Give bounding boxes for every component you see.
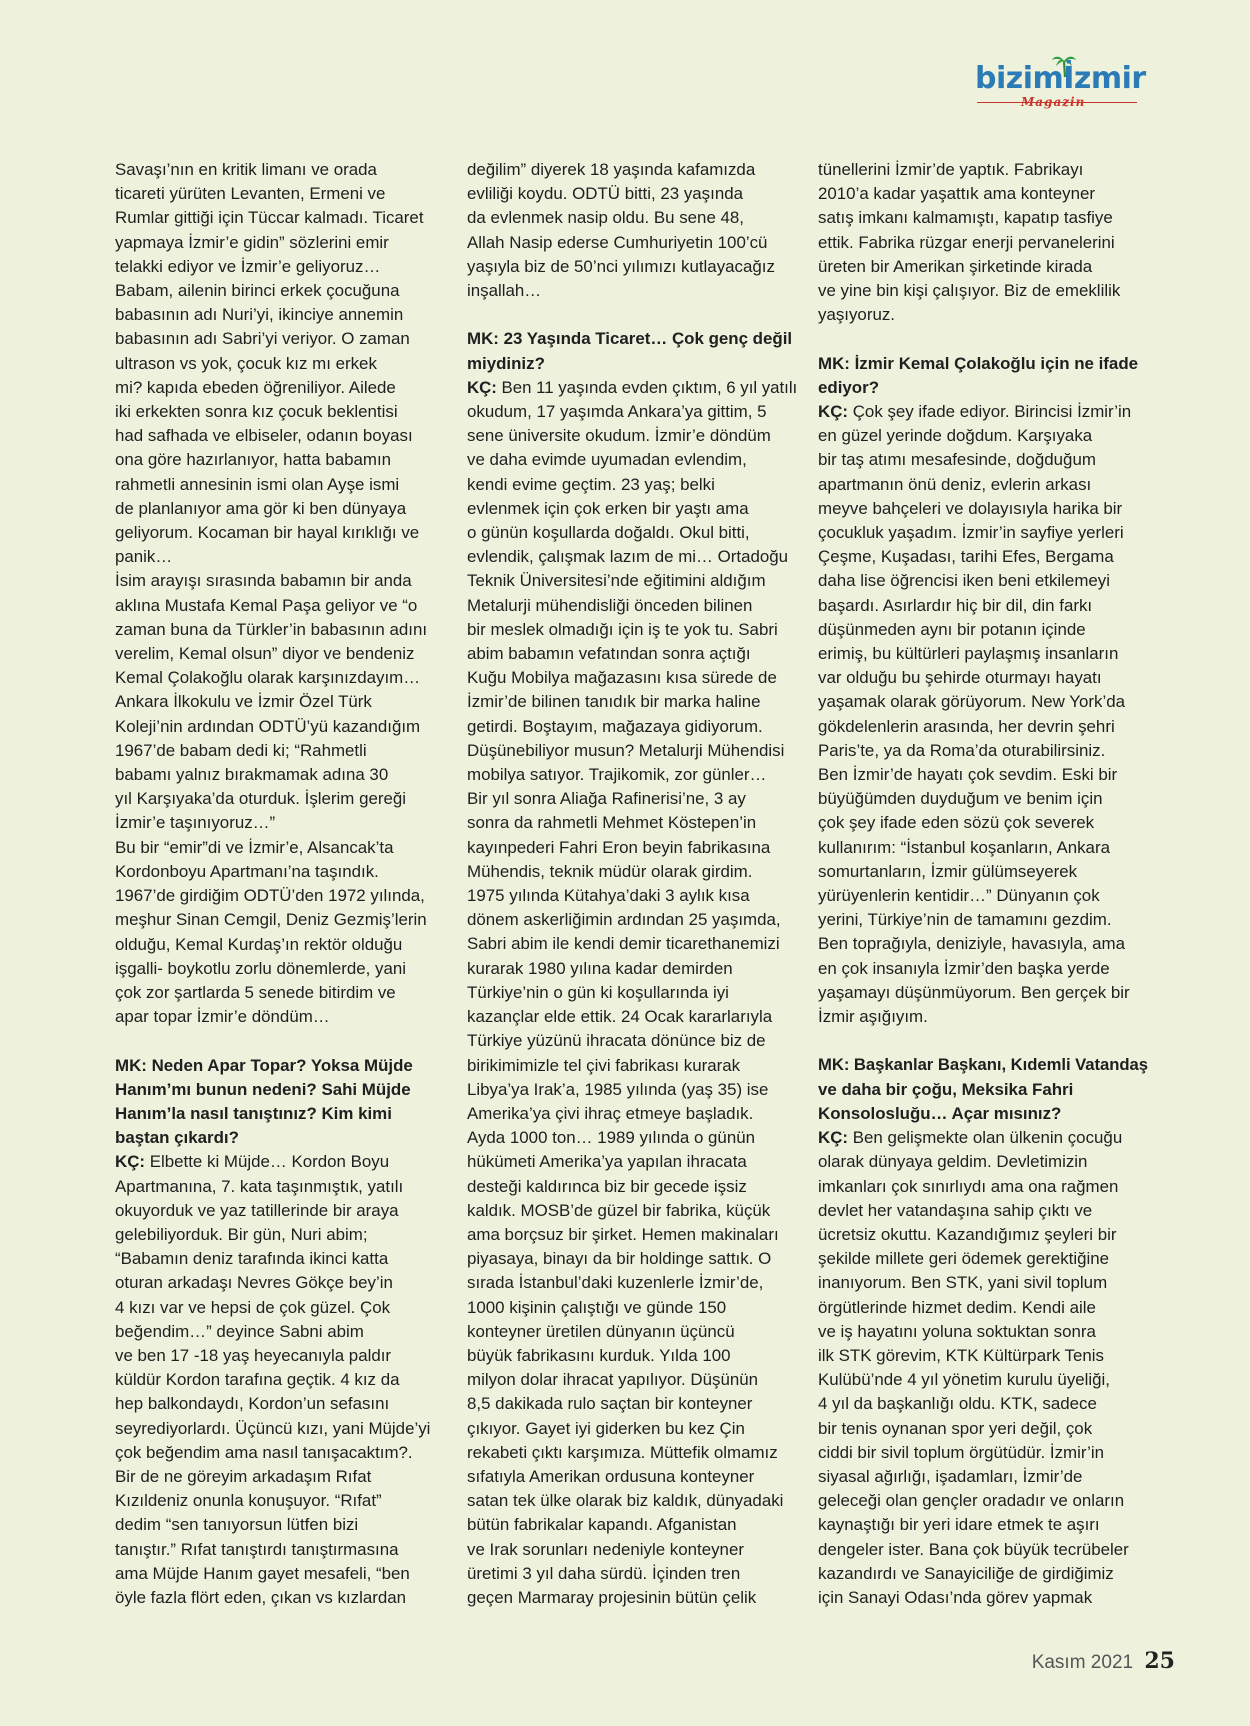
body-text-line: yürüyenlerin kentidir…” Dünyanın çok	[818, 886, 1100, 906]
body-text-line: kendi evime geçtim. 23 yaş; belki	[467, 474, 715, 494]
interview-question-line: ve daha bir çoğu, Meksika Fahri	[818, 1079, 1074, 1099]
body-text-line: 1967’de girdiğim ODTÜ’den 1972 yılında,	[115, 886, 425, 906]
body-text-line: Ben toprağıyla, deniziyle, havasıyla, ama	[818, 934, 1126, 954]
body-text-line: çıkıyor. Gayet iyi giderken bu kez Çin	[467, 1418, 745, 1438]
body-text-line: beğendim…” deyince Sabni abim	[115, 1321, 364, 1341]
body-text-line: işgalli- boykotlu zorlu dönemlerde, yani	[115, 958, 407, 978]
paragraph-gap	[467, 303, 797, 327]
body-text-line: evliliği koydu. ODTÜ bitti, 23 yaşında	[467, 184, 743, 204]
body-text-line: Apartmanına, 7. kata taşınmıştık, yatılı	[115, 1176, 404, 1196]
article-column-1	[115, 158, 445, 1610]
body-text-line: 8,5 dakikada rulo saçtan bir konteyner	[467, 1394, 753, 1414]
body-text-line: okuyorduk ve yaz tatillerinde bir araya	[115, 1200, 399, 1220]
body-text-line: ücretsiz okuttu. Kazandığımız şeyleri bir	[818, 1224, 1117, 1244]
body-text-line: Ben İzmir’de hayatı çok sevdim. Eski bir	[818, 765, 1118, 785]
body-text-line: bir meslek olmadığı için iş te yok tu. Sabri	[467, 619, 778, 639]
body-text-line: kazançlar elde ettik. 24 Ocak kararlarıyla	[467, 1007, 773, 1027]
body-text-line: satış imkanı kalmamıştı, kapatıp tasfiye	[818, 208, 1113, 228]
body-text-line: sıfatıyla Amerikan ordusuna konteyner	[467, 1466, 755, 1486]
answer-start-line	[467, 376, 796, 400]
body-text-line: düşünmeden aynı bir potanın içinde	[818, 619, 1086, 639]
body-text-line: yaşamak olarak görüyorum. New York’da	[818, 692, 1125, 712]
body-text-line: erimiş, bu kültürleri paylaşmış insanların	[818, 644, 1119, 664]
body-text-line: “Babamın deniz tarafında ikinci katta	[115, 1249, 389, 1269]
body-text-line: oturan arkadaşı Nevres Gökçe bey’in	[115, 1273, 393, 1293]
body-text-line: had safhada ve elbiseler, odanın boyası	[115, 426, 413, 446]
body-text-line: rahmetli annesinin ismi olan Ayşe ismi	[115, 474, 400, 494]
body-text-line: ona göre hazırlanıyor, hatta babamın	[115, 450, 392, 470]
body-text-line: babamı yalnız bırakmamak adına 30	[115, 765, 389, 785]
body-text-line: ama Müjde Hanım gayet mesafeli, “ben	[115, 1563, 410, 1583]
body-text-line: için Sanayi Odası’nda görev yapmak	[818, 1587, 1093, 1607]
body-text-line: sonra da rahmetli Mehmet Köstepen’in	[467, 813, 757, 833]
body-text-line: Koleji’nin ardından ODTÜ’yü kazandığım	[115, 716, 421, 736]
speaker-initials: KÇ:	[467, 377, 497, 397]
answer-text: Elbette ki Müjde… Kordon Boyu	[145, 1152, 390, 1172]
body-text-line: dengeler ister. Bana çok büyük tecrübeler	[818, 1539, 1129, 1559]
answer-text: Ben 11 yaşında evden çıktım, 6 yıl yatılı	[496, 377, 798, 397]
body-text-line: Teknik Üniversitesi’nde eğitimini aldığım	[467, 571, 766, 591]
body-text-line: de planlanıyor ama gör ki ben dünyaya	[115, 498, 407, 518]
interview-question-line: MK: 23 Yaşında Ticaret… Çok genç değil	[467, 329, 793, 349]
magazine-logo	[975, 55, 1145, 111]
body-text-line: 1975 yılında Kütahya’daki 3 aylık kısa	[467, 886, 750, 906]
body-text-line: hep balkondaydı, Kordon’un sefasını	[115, 1394, 390, 1414]
body-text-line: rekabeti çıktı karşımıza. Müttefik olmamız	[467, 1442, 778, 1462]
body-text-line: kullanırım: “İstanbul koşanların, Ankara	[818, 837, 1110, 857]
interview-question-line: ediyor?	[818, 377, 880, 397]
body-text-line: okudum, 17 yaşımda Ankara’ya gittim, 5	[467, 402, 767, 422]
body-text-line: ve iş hayatını yoluna soktuktan sonra	[818, 1321, 1096, 1341]
body-text-line: inşallah…	[467, 281, 542, 301]
body-text-line: dedim “sen tanıyorsun lütfen bizi	[115, 1515, 359, 1535]
body-text-line: büyüğümden duyduğum ve benim için	[818, 789, 1103, 809]
body-text-line: olduğu, Kemal Kurdaş’ın rektör olduğu	[115, 934, 403, 954]
body-text-line: babasının adı Nuri’yi, ikinciye annemin	[115, 305, 404, 325]
body-text-line: bütün fabrikalar kapandı. Afganistan	[467, 1515, 737, 1535]
page-number: 25	[1144, 1648, 1175, 1674]
interview-question-line: MK: Başkanlar Başkanı, Kıdemli Vatandaş	[818, 1055, 1148, 1075]
body-text-line: desteği kaldırınca biz bir gecede işsiz	[467, 1176, 747, 1196]
body-text-line: İsim arayışı sırasında babamın bir anda	[115, 571, 412, 591]
body-text-line: satan tek ülke olarak biz kaldık, dünyadaki	[467, 1491, 784, 1511]
body-text-line: zaman buna da Türkler’in babasının adını	[115, 619, 428, 639]
body-text-line: geliyorum. Kocaman bir hayal kırıklığı ve	[115, 523, 420, 543]
body-text-line: o günün koşullarda doğaldı. Okul bitti,	[467, 523, 750, 543]
body-text-line: en güzel yerinde doğdum. Karşıyaka	[818, 426, 1093, 446]
body-text-line: devlet her vatandaşına sahip çıktı ve	[818, 1200, 1093, 1220]
body-text-line: meşhur Sinan Cemgil, Deniz Gezmiş’lerin	[115, 910, 427, 930]
body-text-line: Türkiye yüzünü ihracata dönünce biz de	[467, 1031, 766, 1051]
body-text-line: Sabri abim ile kendi demir ticarethanemizi	[467, 934, 780, 954]
body-text-line: 1000 kişinin çalıştığı ve günde 150	[467, 1297, 727, 1317]
body-text-line: yapmaya İzmir’e gidin” sözlerini emir	[115, 232, 389, 252]
body-text-line: bir taş atımı mesafesinde, doğduğum	[818, 450, 1096, 470]
body-text-line: imkanları çok sınırlıydı ama ona rağmen	[818, 1176, 1119, 1196]
speaker-initials: KÇ:	[115, 1152, 146, 1172]
body-text-line: 2010’a kadar yaşattık ama konteyner	[818, 184, 1095, 204]
body-text-line: var olduğu bu şehirde oturmayı hayatı	[818, 668, 1102, 688]
body-text-line: ciddi bir sivil toplum örgütüdür. İzmir’in	[818, 1442, 1104, 1462]
body-text-line: üretimi 3 yıl daha sürdü. İçinden tren	[467, 1563, 741, 1583]
body-text-line: yaşıyoruz.	[818, 305, 895, 325]
body-text-line: birikimimizle tel çivi fabrikası kurarak	[467, 1055, 741, 1075]
body-text-line: seyrediyorlardı. Üçüncü kızı, yani Müjde’yi	[115, 1418, 431, 1438]
body-text-line: çok zor şartlarda 5 senede bitirdim ve	[115, 982, 396, 1002]
body-text-line: Mühendis, teknik müdür olarak girdim.	[467, 861, 753, 881]
body-text-line: Libya’ya Irak’a, 1985 yılında (yaş 35) ise	[467, 1079, 769, 1099]
body-text-line: İzmir aşığıyım.	[818, 1007, 928, 1027]
body-text-line: kaynaştığı bir yeri idare etmek te aşırı	[818, 1515, 1100, 1535]
body-text-line: siyasal ağırlığı, işadamları, İzmir’de	[818, 1466, 1083, 1486]
body-text-line: Metalurji mühendisliği önceden bilinen	[467, 595, 753, 615]
speaker-initials: KÇ:	[818, 1128, 849, 1148]
body-text-line: Ayda 1000 ton… 1989 yılında o günün	[467, 1128, 755, 1148]
body-text-line: çocukluk yaşadım. İzmir’in sayfiye yerleri	[818, 523, 1124, 543]
body-text-line: apartmanın önü deniz, evlerin arkası	[818, 474, 1092, 494]
body-text-line: ve yine bin kişi çalışıyor. Biz de emeklilik	[818, 281, 1121, 301]
body-text-line: mi? kapıda ebeden öğreniliyor. Ailede	[115, 377, 396, 397]
body-text-line: Türkiye’nin o gün ki koşullarında iyi	[467, 982, 729, 1002]
body-text-line: Kemal Çolakoğlu olarak karşınızdayım…	[115, 668, 421, 688]
body-text-line: en çok insanıyla İzmir’den başka yerde	[818, 958, 1110, 978]
body-text-line: olarak dünyaya geldim. Devletimizin	[818, 1152, 1088, 1172]
body-text-line: evlendik, çalışmak lazım de mi… Ortadoğu	[467, 547, 789, 567]
body-text-line: Bir de ne göreyim arkadaşım Rıfat	[115, 1466, 372, 1486]
body-text-line: ilk STK görevim, KTK Kültürpark Tenis	[818, 1345, 1104, 1365]
body-text-line: 4 kızı var ve hepsi de çok güzel. Çok	[115, 1297, 391, 1317]
body-text-line: piyasaya, binayı da bir holdinge sattık. O	[467, 1249, 772, 1269]
body-text-line: Allah Nasip ederse Cumhuriyetin 100’cü	[467, 232, 768, 252]
body-text-line: değilim” diyerek 18 yaşında kafamızda	[467, 160, 756, 179]
body-text-line: aklına Mustafa Kemal Paşa geliyor ve “o	[115, 595, 418, 615]
body-text-line: örgütlerinde hizmet dedim. Kendi aile	[818, 1297, 1096, 1317]
body-text-line: abim babamın vefatından sonra açtığı	[467, 644, 751, 664]
body-text-line: Kulübü’nde 4 yıl yönetim kurulu üyeliği,	[818, 1370, 1110, 1390]
speaker-initials: KÇ:	[818, 402, 849, 422]
body-text-line: Paris’te, ya da Roma’da oturabilirsiniz.	[818, 740, 1106, 760]
paragraph-gap	[818, 1029, 1148, 1053]
body-text-line: İzmir’de bilinen tanıdık bir marka haline	[467, 692, 761, 712]
page-footer	[1032, 1648, 1175, 1674]
body-text-line: babasının adı Sabri’yi veriyor. O zaman	[115, 329, 410, 349]
body-text-line: somurtanların, İzmir gülümseyerek	[818, 861, 1078, 881]
interview-question-line: MK: Neden Apar Topar? Yoksa Müjde	[115, 1055, 413, 1075]
body-text-line: Kuğu Mobilya mağazasını kısa sürede de	[467, 668, 777, 688]
body-text-line: Rumlar gittiği için Tüccar kalmadı. Ticaret	[115, 208, 424, 228]
body-text-line: inanıyorum. Ben STK, yani sivil toplum	[818, 1273, 1108, 1293]
body-text-line: Amerika’ya çivi ihraç etmeye başladık.	[467, 1103, 754, 1123]
body-text-line: İzmir’e taşınıyoruz…”	[115, 813, 276, 833]
body-text-line: ve ben 17 -18 yaş heyecanıyla paldır	[115, 1345, 392, 1365]
body-text-line: da evlenmek nasip oldu. Bu sene 48,	[467, 208, 745, 228]
body-text-line: yerini, Türkiye’nin de tamamını gezdim.	[818, 910, 1112, 930]
interview-question-line: miydiniz?	[467, 353, 545, 373]
body-text-line: yaşamayı düşünmüyorum. Ben gerçek bir	[818, 982, 1130, 1002]
logo-subtitle: Magazin	[1021, 95, 1086, 109]
interview-question-line: baştan çıkardı?	[115, 1128, 239, 1148]
answer-text: Çok şey ifade ediyor. Birincisi İzmir’in	[848, 402, 1132, 422]
body-text-line: hükümeti Amerika’ya yapılan ihracata	[467, 1152, 747, 1172]
logo-wordmark: bizimİzmir	[975, 61, 1146, 96]
body-text-line: şekilde millete geri ödemek gerektiğine	[818, 1249, 1110, 1269]
interview-question-line: Hanım’mı bunun nedeni? Sahi Müjde	[115, 1079, 411, 1099]
body-text-line: kayınpederi Fahri Eron beyin fabrikasına	[467, 837, 771, 857]
body-text-line: meyve bahçeleri ve dolayısıyla harika bir	[818, 498, 1123, 518]
answer-text: Ben gelişmekte olan ülkenin çocuğu	[848, 1128, 1123, 1148]
answer-start-line	[818, 400, 1148, 424]
paragraph-gap	[115, 1029, 445, 1053]
body-text-line: ama borçsuz bir şirket. Hemen makinaları	[467, 1224, 779, 1244]
body-text-line: öyle fazla flört eden, çıkan vs kızlardan	[115, 1587, 407, 1607]
body-text-line: evlenmek için çok erken bir yaştı ama	[467, 498, 749, 518]
body-text-line: kazandırdı ve Sanayiciliğe de girdiğimiz	[818, 1563, 1114, 1583]
body-text-line: dönem askerliğimin ardından 25 yaşımda,	[467, 910, 781, 930]
article-column-2	[467, 158, 797, 1610]
body-text-line: Kordonboyu Apartmanı’na taşındık.	[115, 861, 379, 881]
body-text-line: Babam, ailenin birinci erkek çocuğuna	[115, 281, 400, 301]
body-text-line: sırada İstanbul’daki kuzenlerle İzmir’de,	[467, 1273, 764, 1293]
interview-question-line: MK: İzmir Kemal Çolakoğlu için ne ifade	[818, 353, 1139, 373]
body-text-line: konteyner üretilen dünyanın üçüncü	[467, 1321, 735, 1341]
body-text-line: tanıştır.” Rıfat tanıştırdı tanıştırmasına	[115, 1539, 399, 1559]
body-text-line: gökdelenlerin arasında, her devrin şehri	[818, 716, 1115, 736]
body-text-line: Düşünebiliyor musun? Metalurji Mühendisi	[467, 740, 785, 760]
body-text-line: küldür Kordon tarafına geçtik. 4 kız da	[115, 1370, 400, 1390]
body-text-line: bir tenis oynanan spor yeri değil, çok	[818, 1418, 1093, 1438]
body-text-line: Çeşme, Kuşadası, tarihi Efes, Bergama	[818, 547, 1114, 567]
body-text-line: Ankara İlkokulu ve İzmir Özel Türk	[115, 692, 372, 712]
body-text-line: iki erkekten sonra kız çocuk beklentisi	[115, 402, 398, 422]
interview-question-line: Hanım’la nasıl tanıştınız? Kim kimi	[115, 1103, 392, 1123]
body-text-line: mobilya satıyor. Trajikomik, zor günler…	[467, 765, 767, 785]
body-text-line: apar topar İzmir’e döndüm…	[115, 1007, 330, 1027]
body-text-line: verelim, Kemal olsun” diyor ve bendeniz	[115, 644, 415, 664]
body-text-line: milyon dolar ihracat yapılıyor. Düşünün	[467, 1370, 759, 1390]
body-text-line: yıl Karşıyaka’da oturduk. İşlerim gereği	[115, 789, 407, 809]
body-text-line: üreten bir Amerikan şirketinde kirada	[818, 256, 1093, 276]
paragraph-gap	[818, 327, 1148, 351]
body-text-line: tünellerini İzmir’de yaptık. Fabrikayı	[818, 160, 1084, 179]
body-text-line: panik…	[115, 547, 173, 567]
body-text-line: ticareti yürüten Levanten, Ermeni ve	[115, 184, 386, 204]
body-text-line: kurarak 1980 yılına kadar demirden	[467, 958, 733, 978]
body-text-line: geleceği olan gençler oradadır ve onların	[818, 1491, 1125, 1511]
body-text-line: Bu bir “emir”di ve İzmir’e, Alsancak’ta	[115, 837, 394, 857]
body-text-line: Savaşı’nın en kritik limanı ve orada	[115, 160, 377, 179]
body-text-line: büyük fabrikasını kurduk. Yılda 100	[467, 1345, 731, 1365]
interview-question-line: Konsolosluğu… Açar mısınız?	[818, 1103, 1062, 1123]
body-text-line: gelebiliyorduk. Bir gün, Nuri abim;	[115, 1224, 368, 1244]
body-text-line: ve Irak sorunları nedeniyle konteyner	[467, 1539, 744, 1559]
answer-start-line	[115, 1150, 445, 1174]
answer-start-line	[818, 1126, 1148, 1150]
body-text-line: ve daha evimde uyumadan evlendim,	[467, 450, 747, 470]
issue-date: Kasım 2021	[1031, 1652, 1134, 1673]
body-text-line: Kızıldeniz onunla konuşuyor. “Rıfat”	[115, 1491, 382, 1511]
body-text-line: Bir yıl sonra Aliağa Rafinerisi’ne, 3 ay	[467, 789, 746, 809]
body-text-line: telakki ediyor ve İzmir’e geliyoruz…	[115, 256, 381, 276]
body-text-line: geçen Marmaray projesinin bütün çelik	[467, 1587, 757, 1607]
body-text-line: sene üniversite okudum. İzmir’e döndüm	[467, 426, 771, 446]
body-text-line: ettik. Fabrika rüzgar enerji pervanelerini	[818, 232, 1115, 252]
body-text-line: yaşıyla biz de 50’nci yılımızı kutlayacağız	[467, 256, 775, 276]
body-text-line: 1967’de babam dedi ki; “Rahmetli	[115, 740, 367, 760]
body-text-line: başardı. Asırlardır hiç bir dil, din farkı	[818, 595, 1093, 615]
body-text-line: kaldık. MOSB’de güzel bir fabrika, küçük	[467, 1200, 771, 1220]
body-text-line: çok beğendim ama nasıl tanışacaktım?.	[115, 1442, 413, 1462]
body-text-line: ultrason vs yok, çocuk kız mı erkek	[115, 353, 377, 373]
body-text-line: getirdi. Boştayım, mağazaya gidiyorum.	[467, 716, 763, 736]
body-text-line: daha lise öğrencisi iken beni etkilemeyi	[818, 571, 1110, 591]
article-column-3	[818, 158, 1148, 1610]
body-text-line: çok şey ifade eden sözü çok severek	[818, 813, 1095, 833]
body-text-line: 4 yıl da başkanlığı oldu. KTK, sadece	[818, 1394, 1097, 1414]
